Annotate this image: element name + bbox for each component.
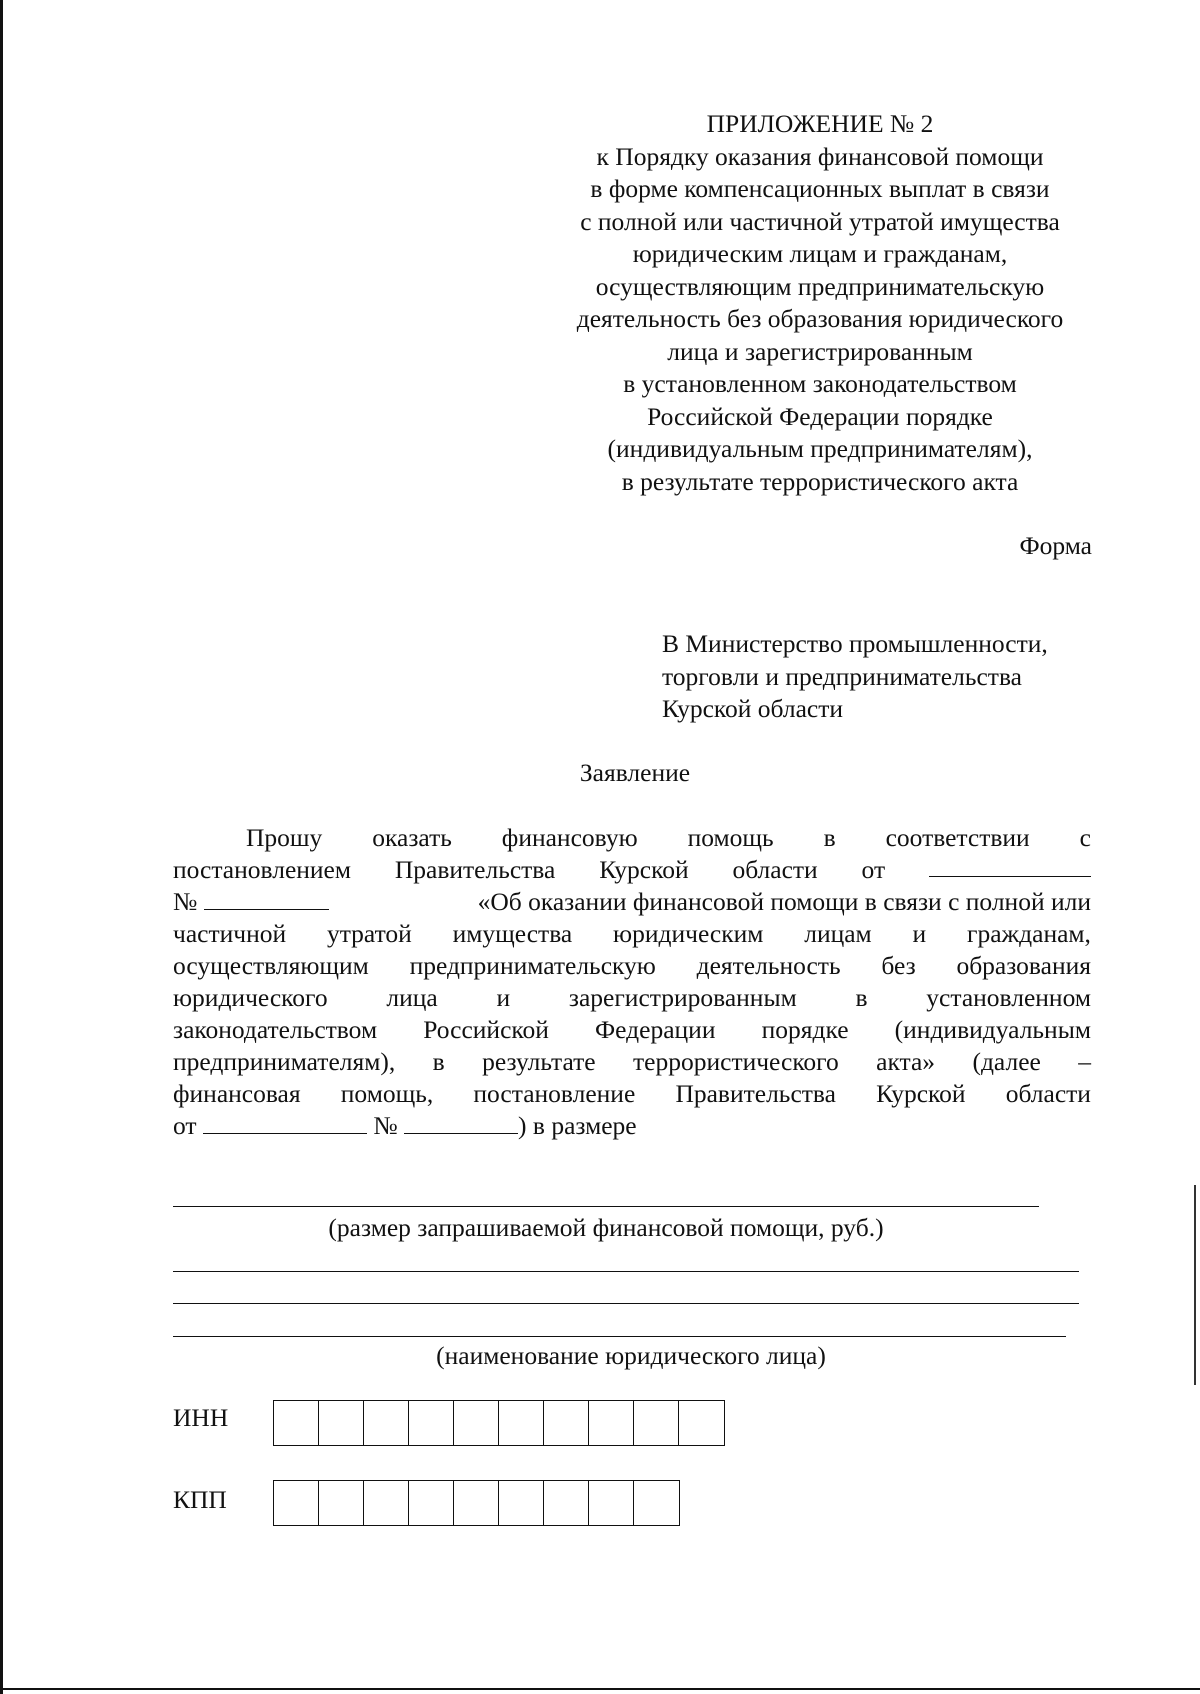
inn-cell[interactable] [454,1401,499,1445]
body-line-5: осуществляющим предпринимательскую деятельность без образования [173,951,1091,980]
appendix-line: к Порядку оказания финансовой помощи [596,141,1044,171]
inn-cell[interactable] [544,1401,589,1445]
body-line-9: финансовая помощь, постановление Правительства Курской области [173,1079,1091,1108]
inn-cell[interactable] [679,1401,724,1445]
appendix-line: деятельность без образования юридического [576,304,1064,333]
body-line-6: юридического лица и зарегистрированным в установленном [173,983,1091,1012]
body-line-7: законодательством Российской Федерации порядке (индивидуальным [173,1015,1091,1044]
inn-cell[interactable] [274,1401,319,1445]
appendix-line: лица и зарегистрированным [667,336,973,366]
kpp-cell[interactable] [364,1481,409,1525]
kpp-cell[interactable] [634,1481,679,1525]
appendix-line: ПРИЛОЖЕНИЕ № 2 [706,109,934,138]
scan-edge-right [1194,1185,1196,1385]
addressee-line: Курской области [662,694,844,723]
entity-name-line-2[interactable] [173,1303,1079,1304]
appendix-line: юридическим лицам и гражданам, [632,239,1008,268]
kpp-cell[interactable] [499,1481,544,1525]
addressee-block [662,628,1102,726]
appendix-line: Российской Федерации порядке [647,401,993,431]
kpp-cell[interactable] [319,1481,364,1525]
amount-input-line[interactable] [173,1206,1039,1207]
form-label: Форма [1019,531,1092,560]
entity-name-caption: (наименование юридического лица) [436,1341,826,1370]
inn-cell[interactable] [409,1401,454,1445]
kpp-cell[interactable] [589,1481,634,1525]
addressee-line: В Министерство промышленности, [662,629,1048,658]
document-title: Заявление [579,758,691,787]
kpp-cell[interactable] [409,1481,454,1525]
body-line-4: частичной утратой имущества юридическим лицам и гражданам, [173,919,1091,948]
inn-label: ИНН [173,1403,229,1432]
kpp-label: КПП [173,1485,227,1514]
kpp-cell[interactable] [544,1481,589,1525]
resolution-date-blank[interactable] [929,854,1091,877]
inn-cell[interactable] [499,1401,544,1445]
resolution-number-blank[interactable] [204,887,329,910]
resolution-date-blank-2[interactable] [203,1111,367,1134]
kpp-cell[interactable] [454,1481,499,1525]
appendix-line: осуществляющим предпринимательскую [595,271,1045,301]
entity-name-line-1[interactable] [173,1271,1079,1272]
appendix-line: в результате террористического акта [621,466,1019,496]
appendix-line: (индивидуальным предпринимателям), [607,434,1033,463]
inn-cells [273,1400,725,1446]
inn-cell[interactable] [589,1401,634,1445]
kpp-cells [273,1480,680,1526]
appendix-line: в установленном законодательством [623,369,1017,398]
scan-edge-bottom [0,1688,1200,1690]
inn-cell[interactable] [634,1401,679,1445]
appendix-heading [545,108,1095,498]
scan-edge-left [0,0,3,1694]
entity-name-line-3[interactable] [173,1336,1066,1337]
addressee-line: торговли и предпринимательства [662,661,1022,691]
resolution-number-blank-2[interactable] [404,1111,518,1134]
amount-caption: (размер запрашиваемой финансовой помощи, руб.) [328,1213,884,1242]
kpp-cell[interactable] [274,1481,319,1525]
inn-cell[interactable] [364,1401,409,1445]
inn-cell[interactable] [319,1401,364,1445]
appendix-line: в форме компенсационных выплат в связи [590,174,1050,203]
body-line-1: Прошу оказать финансовую помощь в соответствии с [246,823,1091,852]
body-line-10: от № ) в размере [173,1111,637,1140]
appendix-line: с полной или частичной утратой имущества [580,206,1060,236]
body-line-3: № «Об оказании финансовой помощи в связи с полной или [173,887,1091,916]
body-line-8: предпринимателям), в результате террористического акта» (далее – [173,1047,1091,1076]
body-line-2: постановлением Правительства Курской области от [173,854,1091,886]
